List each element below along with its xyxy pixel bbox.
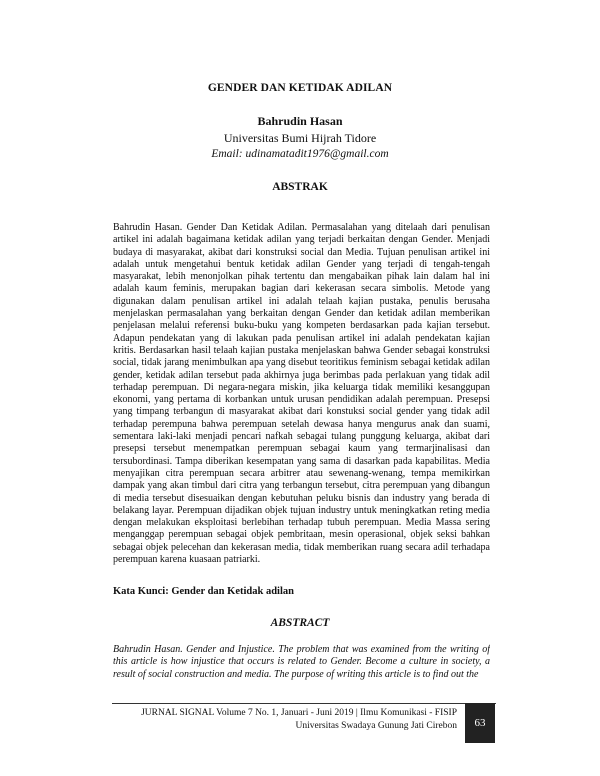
- footer-divider: [112, 703, 496, 704]
- abstract-heading: ABSTRACT: [270, 617, 330, 629]
- author-affiliation: Universitas Bumi Hijrah Tidore: [223, 131, 377, 145]
- footer-university: Universitas Swadaya Gunung Jati Cirebon: [295, 721, 457, 731]
- author-name: Bahrudin Hasan: [257, 114, 343, 128]
- abstract-body: Bahrudin Hasan. Gender and Injustice. The problem that was examined from the writing of this article is how injustice that occurs is related to Gender. Become a culture in society, a result of social construction and media. The purpose of writing this article is to find out the: [113, 644, 490, 680]
- abstrak-body: Bahrudin Hasan. Gender Dan Ketidak Adilan. Permasalahan yang ditelaah dari penulisan artikel ini adalah bagaimana ketidak adilan yang terjadi berkaitan dengan Gender. Menjadi budaya di masyarakat, akibat dari konstruksi social dan Media. Tujuan penulisan artikel ini adalah untuk mengetahui bentuk ketidak adilan Gender yang terjadi di tengah-tengah masyarakat, lebih menonjolkan pihak tertentu dan mengabaikan pihak lain dalam hal ini adalah kaum feminis, merupakan bagian dari kekerasan secara simbolis. Metode yang digunakan dalam penulisan artikel ini adalah telaah kajian pustaka, penulis berusaha menjelaskan permasalahan yang berkaitan dengan Gender dan ketidak adilan memberikan penjelasan melalui referensi buku-buku yang kompeten berdasarkan pada kajian tersebut. Adapun pendekatan yang di lakukan pada penulisan artikel ini adalah pendekatan kajian kritis. Berdasarkan hasil telaah kajian pustaka menjelaskan bahwa Gender sebagai konstruksi social, tidak jarang menimbulkan apa yang disebut teoritikus feminism sebagai ketidak adilan gender, ketidak adilan tersebut pada akhirnya juga berimbas pada perlakuan yang tidak adil terhadap perempuan. Di negara-negara miskin, jika keluarga tidak memiliki kesanggupan ekonomi, yang pertama di korbankan untuk urusan pendidikan adalah perempuan. Presepsi yang timpang terbangun di masyarakat akibat dari konstuksi social gender yang tidak adil terhadap perempuna bahwa perempuan setelah dewasa hanya mengurus anak dan suami, sementara laki-laki menjadi pencari nafkah sebagai tulang punggung keluarga, akibat dari presepsi tersebut menempatkan perempuan sebagai kaum yang termarjinalisasi dan tersubordinasi. Tampa diberikan kesempatan yang sama di dasarkan pada kapabilitas. Media menyajikan citra perempuan secara arbitrer atau sewenang-wenang, tempa memikirkan dampak yang akan timbul dari citra yang terbangun tersebut, citra perempuan yang dibangun di media tersebut disesuaikan dengan kebutuhan peluku bisnis dan industry yang berada di belakang layar. Perempuan dijadikan objek tujuan industry untuk meningkatkan reting media dengan melakukan eksploitasi berlebihan terhadap tubuh perempuan. Media Massa sering menganggap perempuan sebagai objek pembritaan, mesin operasional, objek seksi bahkan sebagai objek pelecehan dan kekerasan media, tidak memberikan ruang secara adil terhadapa perempuan karena kuasaan patriarki.: [113, 222, 490, 566]
- author-email: Email: udinamatadit1976@gmail.com: [211, 148, 389, 160]
- paper-title: GENDER DAN KETIDAK ADILAN: [207, 82, 393, 94]
- page-number: 63: [465, 703, 495, 743]
- abstrak-heading: ABSTRAK: [272, 181, 328, 193]
- keywords: Kata Kunci: Gender dan Ketidak adilan: [113, 586, 294, 597]
- footer-journal: JURNAL SIGNAL Volume 7 No. 1, Januari - Juni 2019 | Ilmu Komunikasi - FISIP: [141, 708, 457, 718]
